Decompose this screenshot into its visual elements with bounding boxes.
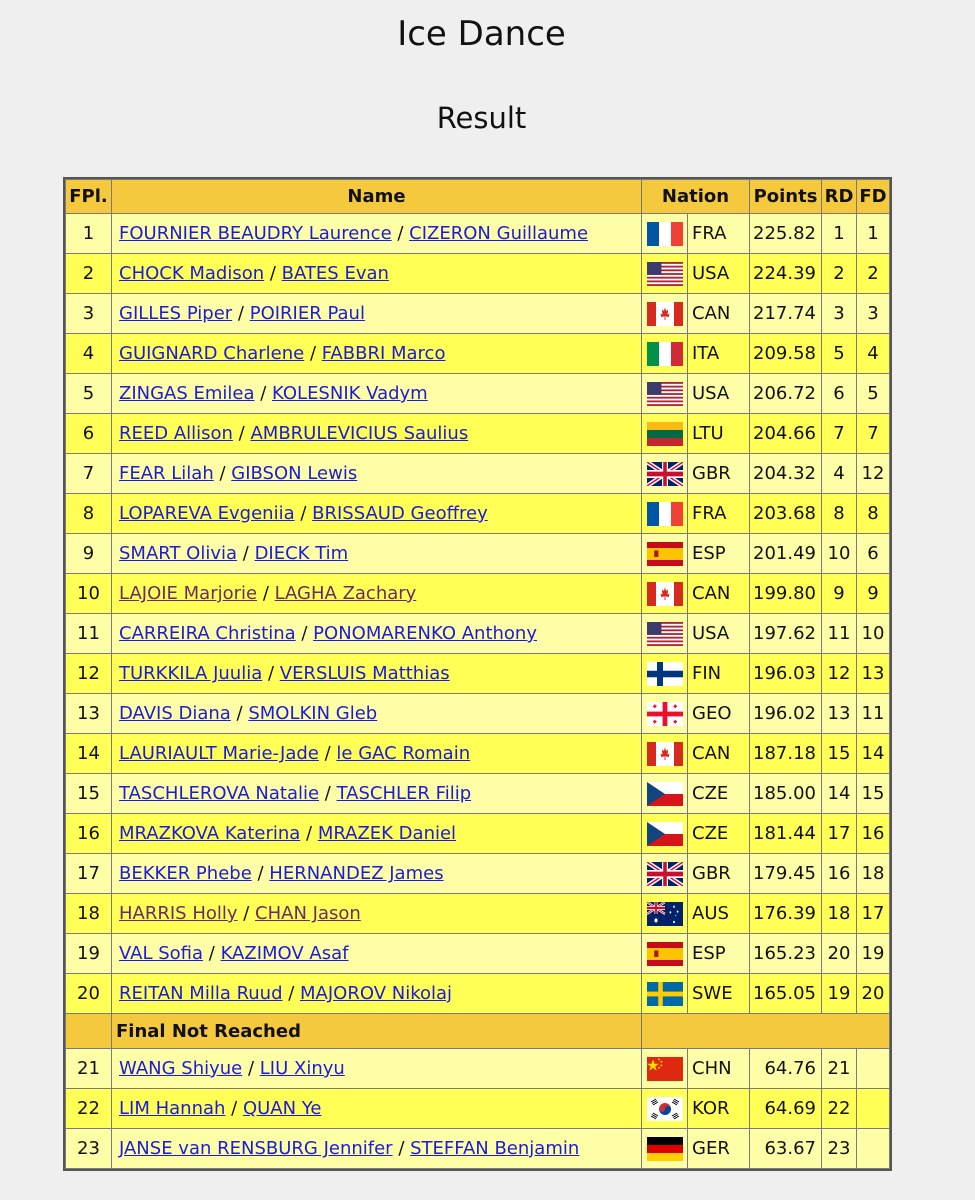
skater1-link[interactable]: JANSE van RENSBURG Jennifer [119,1138,393,1159]
placement-cell: 8 [66,494,111,533]
header-fpl: FPl. [66,180,111,213]
name-cell: JANSE van RENSBURG Jennifer / STEFFAN Benjamin [112,1129,641,1168]
placement-cell: 3 [66,294,111,333]
flag-cell [642,654,687,693]
table-row [66,614,889,653]
flag-cell [642,734,687,773]
table-row [66,814,889,853]
skater2-link[interactable]: GIBSON Lewis [231,463,358,484]
table-row [66,1089,889,1128]
table-row [66,414,889,453]
flag-lithuania-icon [647,422,683,446]
rd-cell: 11 [822,614,856,653]
flag-cell [642,694,687,733]
nation-cell: FIN [688,654,749,693]
flag-cell [642,334,687,373]
nation-cell: AUS [688,894,749,933]
rd-cell: 2 [822,254,856,293]
points-cell: 201.49 [750,534,821,573]
skater1-link[interactable]: LAURIAULT Marie-Jade [119,743,319,764]
points-cell: 196.03 [750,654,821,693]
rd-cell: 22 [822,1089,856,1128]
skater2-link[interactable]: LAGHA Zachary [274,583,417,604]
header-name: Name [112,180,641,213]
rd-cell: 12 [822,654,856,693]
fd-cell: 9 [857,574,889,613]
placement-cell: 22 [66,1089,111,1128]
skater1-link[interactable]: GILLES Piper [119,303,233,324]
table-row [66,334,889,373]
flag-georgia-icon [647,702,683,726]
flag-cell [642,814,687,853]
name-cell: DAVIS Diana / SMOLKIN Gleb [112,694,641,733]
table-row [66,574,889,613]
flag-cell [642,534,687,573]
flag-cell [642,214,687,253]
name-cell: BEKKER Phebe / HERNANDEZ James [112,854,641,893]
fd-cell: 6 [857,534,889,573]
table-row [66,774,889,813]
name-cell: HARRIS Holly / CHAN Jason [112,894,641,933]
skater2-link[interactable]: PONOMARENKO Anthony [313,623,537,644]
fd-cell: 13 [857,654,889,693]
skater1-link[interactable]: TASCHLEROVA Natalie [119,783,320,804]
table-row [66,214,889,253]
header-rd: RD [822,180,856,213]
points-cell: 179.45 [750,854,821,893]
table-row [66,734,889,773]
nation-cell: FRA [688,494,749,533]
name-cell: WANG Shiyue / LIU Xinyu [112,1049,641,1088]
skater2-link[interactable]: LIU Xinyu [259,1058,345,1079]
points-cell: 63.67 [750,1129,821,1168]
nation-cell: CAN [688,574,749,613]
flag-czechia-icon [647,822,683,846]
header-row [66,180,889,213]
name-cell: TASCHLEROVA Natalie / TASCHLER Filip [112,774,641,813]
rd-cell: 3 [822,294,856,333]
skater1-link[interactable]: CARREIRA Christina [119,623,296,644]
rd-cell: 15 [822,734,856,773]
placement-cell: 2 [66,254,111,293]
flag-cell [642,934,687,973]
skater2-link[interactable]: KAZIMOV Asaf [220,943,349,964]
table-row [66,934,889,973]
fd-cell [857,1089,889,1128]
flag-cell [642,614,687,653]
rd-cell: 17 [822,814,856,853]
name-cell: FOURNIER BEAUDRY Laurence / CIZERON Guillaume [112,214,641,253]
placement-cell: 13 [66,694,111,733]
name-cell: CARREIRA Christina / PONOMARENKO Anthony [112,614,641,653]
flag-cell [642,1089,687,1128]
skater2-link[interactable]: MRAZEK Daniel [317,823,457,844]
flag-usa-icon [647,262,683,286]
points-cell: 199.80 [750,574,821,613]
rd-cell: 20 [822,934,856,973]
placement-cell: 12 [66,654,111,693]
fd-cell: 7 [857,414,889,453]
points-cell: 225.82 [750,214,821,253]
skater1-link[interactable]: LAJOIE Marjorie [119,583,258,604]
fd-cell [857,1129,889,1168]
nation-cell: ESP [688,934,749,973]
rd-cell: 19 [822,974,856,1013]
fd-cell: 11 [857,694,889,733]
fd-cell: 12 [857,454,889,493]
points-cell: 203.68 [750,494,821,533]
skater1-link[interactable]: ZINGAS Emilea [119,383,255,404]
rd-cell: 23 [822,1129,856,1168]
rd-cell: 4 [822,454,856,493]
skater1-link[interactable]: VAL Sofia [119,943,204,964]
skater1-link[interactable]: REED Allison [119,423,233,444]
header-fd: FD [857,180,889,213]
fd-cell: 17 [857,894,889,933]
results-table [63,177,892,1171]
name-cell: CHOCK Madison / BATES Evan [112,254,641,293]
skater1-link[interactable]: TURKKILA Juulia [119,663,263,684]
fd-cell: 14 [857,734,889,773]
skater1-link[interactable]: WANG Shiyue [119,1058,243,1079]
placement-cell: 16 [66,814,111,853]
points-cell: 217.74 [750,294,821,333]
skater1-link[interactable]: FEAR Lilah [119,463,214,484]
flag-cell [642,254,687,293]
nation-cell: CHN [688,1049,749,1088]
placement-cell: 4 [66,334,111,373]
rd-cell: 1 [822,214,856,253]
flag-cell [642,494,687,533]
placement-cell: 1 [66,214,111,253]
flag-uk-icon [647,462,683,486]
rd-cell: 21 [822,1049,856,1088]
points-cell: 181.44 [750,814,821,853]
flag-china-icon [647,1057,683,1081]
flag-italy-icon [647,342,683,366]
fd-cell: 16 [857,814,889,853]
flag-cell [642,1049,687,1088]
name-cell: LIM Hannah / QUAN Ye [112,1089,641,1128]
points-cell: 176.39 [750,894,821,933]
skater2-link[interactable]: KOLESNIK Vadym [272,383,428,404]
skater1-link[interactable]: LIM Hannah [119,1098,226,1119]
nation-cell: SWE [688,974,749,1013]
nation-cell: CZE [688,774,749,813]
fd-cell: 15 [857,774,889,813]
points-cell: 197.62 [750,614,821,653]
flag-cell [642,894,687,933]
points-cell: 206.72 [750,374,821,413]
fd-cell: 20 [857,974,889,1013]
table-row [66,654,889,693]
flag-cell [642,374,687,413]
name-cell: SMART Olivia / DIECK Tim [112,534,641,573]
flag-canada-icon [647,302,683,326]
points-cell: 204.32 [750,454,821,493]
flag-cell [642,414,687,453]
flag-usa-icon [647,622,683,646]
name-cell: FEAR Lilah / GIBSON Lewis [112,454,641,493]
page-subtitle: Result [436,101,527,135]
section-blank-cell [642,1014,889,1048]
name-cell: REITAN Milla Ruud / MAJOROV Nikolaj [112,974,641,1013]
flag-sweden-icon [647,982,683,1006]
skater2-link[interactable]: BRISSAUD Geoffrey [312,503,488,524]
flag-canada-icon [647,742,683,766]
flag-cell [642,774,687,813]
table-row [66,894,889,933]
table-row [66,254,889,293]
placement-cell: 15 [66,774,111,813]
nation-cell: CZE [688,814,749,853]
rd-cell: 6 [822,374,856,413]
rd-cell: 8 [822,494,856,533]
table-row [66,374,889,413]
skater2-link[interactable]: HERNANDEZ James [269,863,444,884]
name-cell: MRAZKOVA Katerina / MRAZEK Daniel [112,814,641,853]
skater2-link[interactable]: QUAN Ye [242,1098,322,1119]
flag-germany-icon [647,1137,683,1161]
flag-cell [642,1129,687,1168]
skater1-link[interactable]: CHOCK Madison [119,263,265,284]
placement-cell: 21 [66,1049,111,1088]
flag-spain-icon [647,542,683,566]
placement-cell: 10 [66,574,111,613]
name-cell: LAJOIE Marjorie / LAGHA Zachary [112,574,641,613]
flag-spain-icon [647,942,683,966]
table-row [66,454,889,493]
table-row [66,494,889,533]
fd-cell: 19 [857,934,889,973]
skater1-link[interactable]: MRAZKOVA Katerina [119,823,301,844]
rd-cell: 13 [822,694,856,733]
points-cell: 187.18 [750,734,821,773]
skater2-link[interactable]: le GAC Romain [336,743,471,764]
skater2-link[interactable]: SMOLKIN Gleb [248,703,378,724]
flag-france-icon [647,222,683,246]
flag-czechia-icon [647,782,683,806]
skater1-link[interactable]: LOPAREVA Evgeniia [119,503,295,524]
flag-cell [642,454,687,493]
name-cell: LOPAREVA Evgeniia / BRISSAUD Geoffrey [112,494,641,533]
nation-cell: ESP [688,534,749,573]
points-cell: 64.69 [750,1089,821,1128]
nation-cell: USA [688,614,749,653]
nation-cell: USA [688,374,749,413]
fd-cell: 1 [857,214,889,253]
name-cell: GUIGNARD Charlene / FABBRI Marco [112,334,641,373]
flag-cell [642,854,687,893]
flag-uk-icon [647,862,683,886]
fd-cell: 4 [857,334,889,373]
flag-usa-icon [647,382,683,406]
nation-cell: GER [688,1129,749,1168]
skater2-link[interactable]: CHAN Jason [255,903,361,924]
flag-canada-icon [647,582,683,606]
table-row [66,1049,889,1088]
name-cell: REED Allison / AMBRULEVICIUS Saulius [112,414,641,453]
placement-cell: 5 [66,374,111,413]
placement-cell: 7 [66,454,111,493]
nation-cell: FRA [688,214,749,253]
placement-cell: 23 [66,1129,111,1168]
points-cell: 165.05 [750,974,821,1013]
fd-cell: 10 [857,614,889,653]
placement-cell: 17 [66,854,111,893]
points-cell: 185.00 [750,774,821,813]
points-cell: 209.58 [750,334,821,373]
table-row [66,974,889,1013]
table-row [66,854,889,893]
header-nation: Nation [642,180,749,213]
skater1-link[interactable]: DAVIS Diana [119,703,231,724]
nation-cell: GEO [688,694,749,733]
nation-cell: GBR [688,454,749,493]
skater2-link[interactable]: TASCHLER Filip [336,783,472,804]
skater1-link[interactable]: REITAN Milla Ruud [119,983,283,1004]
skater1-link[interactable]: FOURNIER BEAUDRY Laurence [119,223,392,244]
rd-cell: 14 [822,774,856,813]
skater1-link[interactable]: HARRIS Holly [119,903,238,924]
points-cell: 224.39 [750,254,821,293]
points-cell: 64.76 [750,1049,821,1088]
skater2-link[interactable]: AMBRULEVICIUS Saulius [250,423,469,444]
header-points: Points [750,180,821,213]
fd-cell: 8 [857,494,889,533]
points-cell: 204.66 [750,414,821,453]
flag-korea-icon [647,1097,683,1121]
skater1-link[interactable]: GUIGNARD Charlene [119,343,305,364]
rd-cell: 16 [822,854,856,893]
flag-cell [642,574,687,613]
skater1-link[interactable]: BEKKER Phebe [119,863,252,884]
flag-france-icon [647,502,683,526]
fd-cell: 18 [857,854,889,893]
placement-cell: 11 [66,614,111,653]
section-blank-cell [66,1014,111,1048]
placement-cell: 20 [66,974,111,1013]
section-label: Final Not Reached [112,1014,641,1048]
placement-cell: 9 [66,534,111,573]
skater2-link[interactable]: FABBRI Marco [321,343,446,364]
table-row [66,694,889,733]
fd-cell: 3 [857,294,889,333]
table-row [66,1129,889,1168]
table-row [66,534,889,573]
rd-cell: 10 [822,534,856,573]
skater2-link[interactable]: POIRIER Paul [249,303,365,324]
table-row [66,294,889,333]
name-cell: TURKKILA Juulia / VERSLUIS Matthias [112,654,641,693]
skater2-link[interactable]: VERSLUIS Matthias [279,663,450,684]
placement-cell: 18 [66,894,111,933]
fd-cell [857,1049,889,1088]
rd-cell: 18 [822,894,856,933]
skater2-link[interactable]: CIZERON Guillaume [409,223,589,244]
placement-cell: 14 [66,734,111,773]
name-cell: VAL Sofia / KAZIMOV Asaf [112,934,641,973]
nation-cell: USA [688,254,749,293]
nation-cell: ITA [688,334,749,373]
skater2-link[interactable]: MAJOROV Nikolaj [300,983,453,1004]
placement-cell: 19 [66,934,111,973]
nation-cell: CAN [688,294,749,333]
name-cell: ZINGAS Emilea / KOLESNIK Vadym [112,374,641,413]
rd-cell: 9 [822,574,856,613]
nation-cell: GBR [688,854,749,893]
flag-cell [642,294,687,333]
fd-cell: 2 [857,254,889,293]
section-row [66,1014,889,1048]
skater2-link[interactable]: STEFFAN Benjamin [410,1138,580,1159]
name-cell: LAURIAULT Marie-Jade / le GAC Romain [112,734,641,773]
page-title: Ice Dance [397,14,566,54]
name-cell: GILLES Piper / POIRIER Paul [112,294,641,333]
rd-cell: 5 [822,334,856,373]
points-cell: 196.02 [750,694,821,733]
flag-cell [642,974,687,1013]
nation-cell: LTU [688,414,749,453]
skater2-link[interactable]: BATES Evan [281,263,389,284]
skater1-link[interactable]: SMART Olivia [119,543,238,564]
nation-cell: CAN [688,734,749,773]
flag-australia-icon [647,902,683,926]
flag-finland-icon [647,662,683,686]
skater2-link[interactable]: DIECK Tim [254,543,349,564]
fd-cell: 5 [857,374,889,413]
points-cell: 165.23 [750,934,821,973]
nation-cell: KOR [688,1089,749,1128]
placement-cell: 6 [66,414,111,453]
rd-cell: 7 [822,414,856,453]
